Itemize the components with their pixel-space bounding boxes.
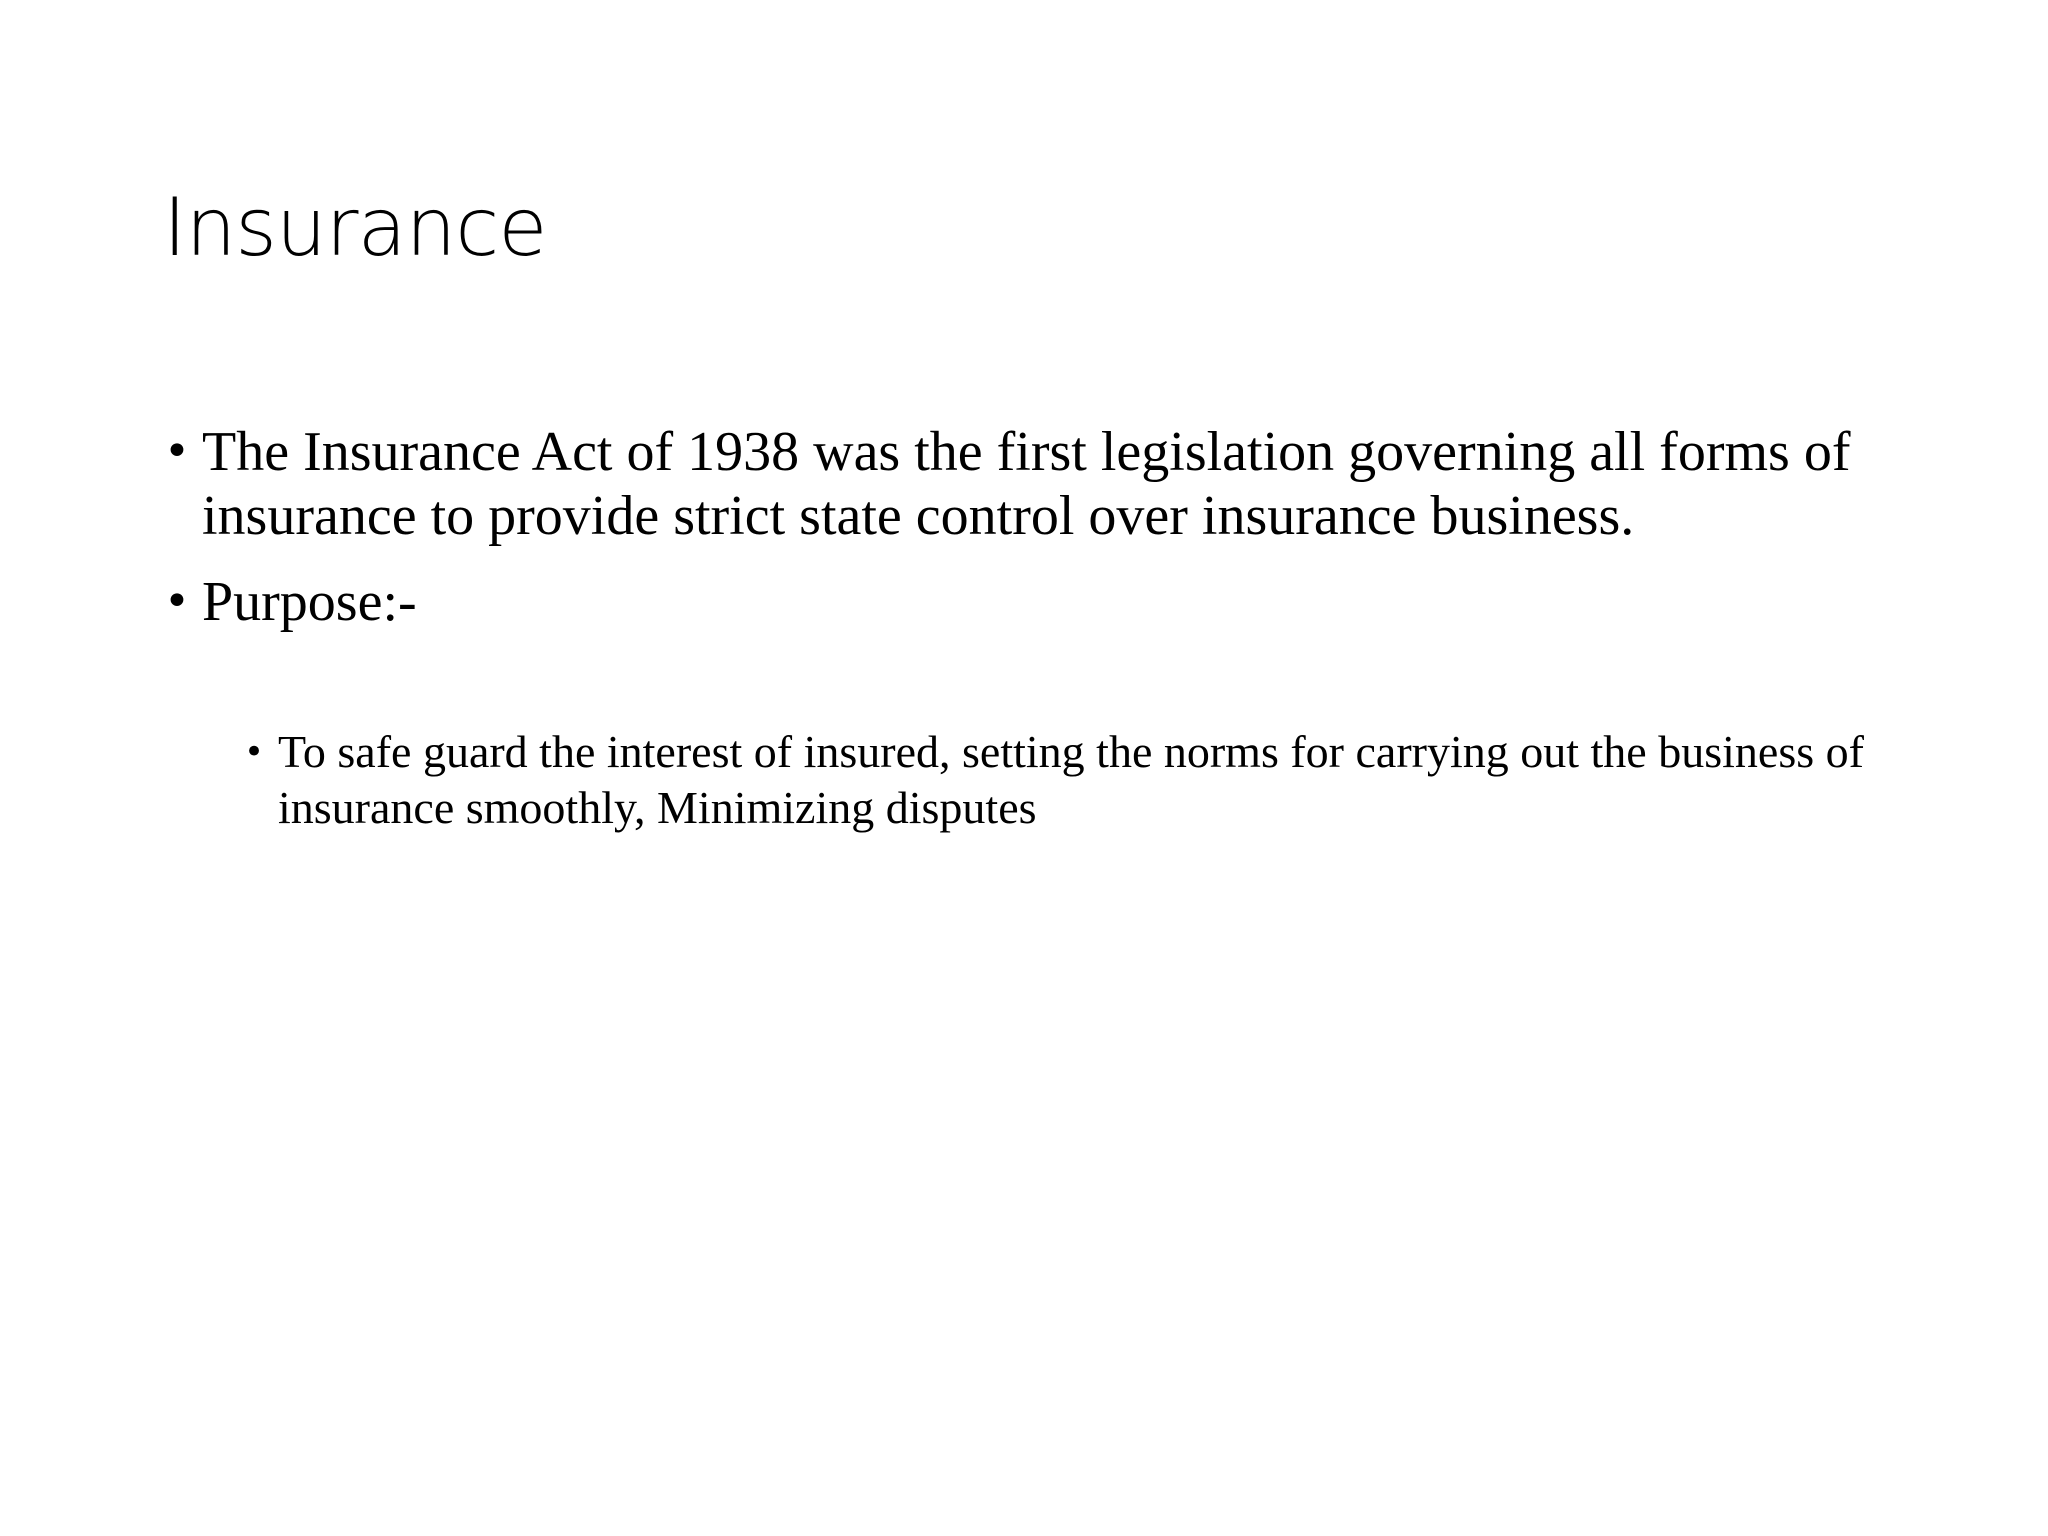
bullet-dot-icon: • bbox=[164, 576, 190, 627]
sub-bullet-list bbox=[158, 722, 1878, 836]
bullet-dot-icon: • bbox=[244, 732, 265, 772]
bullet-dot-icon: • bbox=[164, 426, 190, 477]
bullet-item bbox=[158, 570, 1878, 634]
bullet-text: The Insurance Act of 1938 was the first legislation governing all forms of insurance to provide strict state control over insurance business. bbox=[202, 421, 1851, 547]
bullet-item bbox=[158, 420, 1878, 548]
slide-body bbox=[158, 420, 1878, 656]
slide-title: Insurance bbox=[163, 181, 547, 274]
sub-bullet-item bbox=[158, 724, 1878, 836]
sub-bullet-text: To safe guard the interest of insured, setting the norms for carrying out the business of insurance smoothly, Minimizing disputes bbox=[278, 726, 1864, 833]
bullet-text: Purpose:- bbox=[202, 571, 417, 633]
